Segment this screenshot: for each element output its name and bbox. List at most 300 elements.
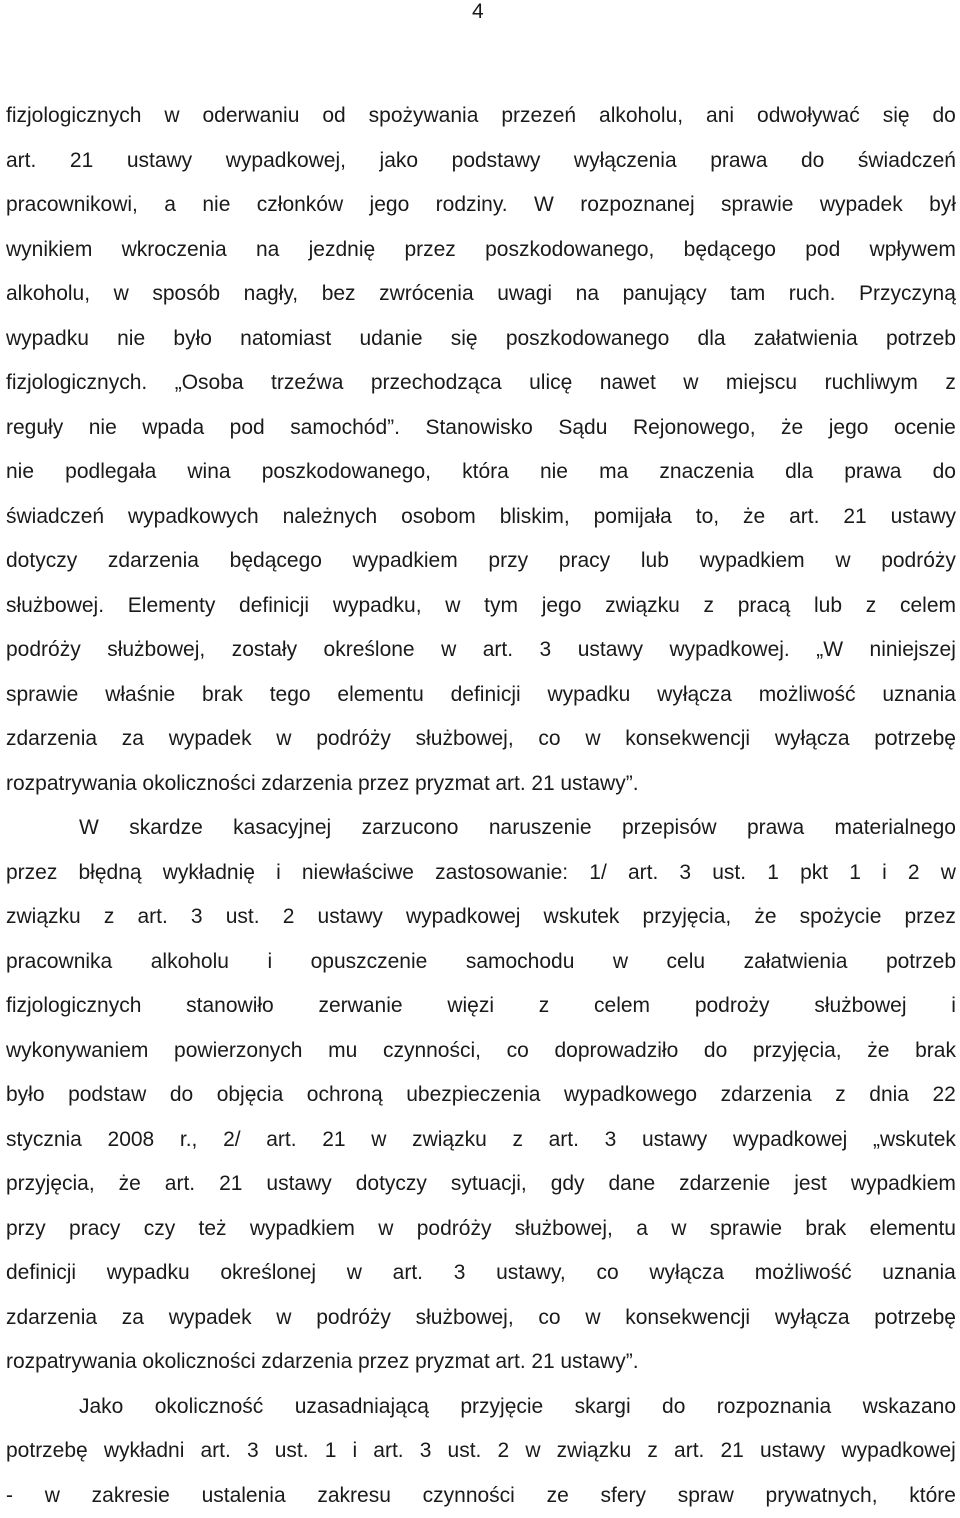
word: 21 bbox=[70, 139, 93, 184]
word: służbowej, bbox=[416, 717, 514, 762]
word: art. bbox=[495, 1340, 525, 1385]
word: podróży bbox=[316, 1296, 391, 1341]
word: 2 bbox=[283, 895, 295, 940]
word: ze bbox=[547, 1474, 569, 1518]
word: potrzebę bbox=[874, 717, 956, 762]
word: też bbox=[199, 1207, 227, 1252]
word: prawa bbox=[710, 139, 767, 184]
word: objęcia bbox=[217, 1073, 284, 1118]
word: przez bbox=[6, 851, 57, 896]
word: rozpatrywania bbox=[6, 1340, 137, 1385]
word: związku bbox=[6, 895, 81, 940]
word: w bbox=[114, 272, 129, 317]
word: związku bbox=[557, 1429, 632, 1474]
word: zerwanie bbox=[319, 984, 403, 1029]
word: 3 bbox=[679, 851, 691, 896]
word: wykładni bbox=[104, 1429, 185, 1474]
word: określonej bbox=[220, 1251, 316, 1296]
word: pracownika bbox=[6, 940, 112, 985]
word: podróży bbox=[6, 628, 81, 673]
word: ustalenia bbox=[202, 1474, 286, 1518]
word: 1 bbox=[325, 1429, 337, 1474]
word: będącego bbox=[684, 228, 776, 273]
word: 22 bbox=[933, 1073, 956, 1118]
word: za bbox=[122, 1296, 144, 1341]
word: rozpoznanej bbox=[580, 183, 694, 228]
word: ubezpieczenia bbox=[406, 1073, 540, 1118]
word: 1 bbox=[849, 851, 861, 896]
text-line bbox=[6, 717, 956, 762]
word: wyłącza bbox=[775, 717, 850, 762]
word: zdarzenie bbox=[679, 1162, 770, 1207]
word: fizjologicznych bbox=[6, 984, 141, 1029]
text-line bbox=[6, 450, 956, 495]
word: celem bbox=[900, 584, 956, 629]
word: możliwość bbox=[759, 673, 856, 718]
word: pod bbox=[805, 228, 840, 273]
word: pryzmat bbox=[415, 1340, 490, 1385]
word: w bbox=[164, 94, 179, 139]
word: wypadkowej bbox=[733, 1118, 847, 1163]
word: 3 bbox=[605, 1118, 617, 1163]
word: czynności, bbox=[383, 1029, 481, 1074]
word: wyłącza bbox=[657, 673, 732, 718]
word: wypadku bbox=[107, 1251, 190, 1296]
word: że bbox=[781, 406, 803, 451]
word: służbowej, bbox=[416, 1296, 514, 1341]
word: jego bbox=[542, 584, 582, 629]
word: więzi bbox=[447, 984, 494, 1029]
word: Sądu bbox=[558, 406, 607, 451]
word: w bbox=[835, 539, 850, 584]
word: przez bbox=[404, 228, 455, 273]
word: służbowej bbox=[814, 984, 906, 1029]
word: wypadkowego bbox=[564, 1073, 697, 1118]
word: i bbox=[267, 940, 272, 985]
word: możliwość bbox=[755, 1251, 852, 1296]
word: wypadkowych bbox=[128, 495, 259, 540]
word: zostały bbox=[232, 628, 297, 673]
word: 3 bbox=[247, 1429, 259, 1474]
word: wypadkowej. bbox=[670, 628, 790, 673]
word: uznania bbox=[882, 673, 956, 718]
word: lub bbox=[641, 539, 669, 584]
word: ocenie bbox=[894, 406, 956, 451]
word: powierzonych bbox=[174, 1029, 302, 1074]
word: do bbox=[933, 450, 956, 495]
word: ma bbox=[599, 450, 628, 495]
word: opuszczenie bbox=[311, 940, 428, 985]
word: i bbox=[882, 851, 887, 896]
word: z bbox=[704, 584, 715, 629]
word: będącego bbox=[230, 539, 322, 584]
word: dla bbox=[785, 450, 813, 495]
text-line bbox=[6, 584, 956, 629]
word: wypadkiem bbox=[700, 539, 805, 584]
text-line bbox=[6, 628, 956, 673]
word: rodziny. bbox=[436, 183, 508, 228]
word: gdy bbox=[551, 1162, 585, 1207]
text-line bbox=[6, 895, 956, 940]
word: z bbox=[104, 895, 115, 940]
word: bliskim, bbox=[500, 495, 570, 540]
word: potrzebę bbox=[874, 1296, 956, 1341]
text-line bbox=[6, 539, 956, 584]
text-line bbox=[6, 673, 956, 718]
word: co bbox=[538, 717, 560, 762]
word: że bbox=[754, 895, 776, 940]
word: uzasadniającą bbox=[295, 1385, 429, 1430]
word: Przyczyną bbox=[859, 272, 956, 317]
word: wpada bbox=[142, 406, 204, 451]
word: załatwienia bbox=[754, 317, 858, 362]
word: pracy bbox=[69, 1207, 120, 1252]
word: dotyczy bbox=[6, 539, 77, 584]
word: rozpatrywania bbox=[6, 762, 137, 807]
word: i bbox=[353, 1429, 358, 1474]
word: sprawie bbox=[6, 673, 78, 718]
word: ruch. bbox=[789, 272, 836, 317]
word: niewłaściwe bbox=[302, 851, 414, 896]
word: 21 bbox=[531, 1340, 554, 1385]
word: 2 bbox=[498, 1429, 510, 1474]
word: wypadkiem bbox=[250, 1207, 355, 1252]
word: związku bbox=[605, 584, 680, 629]
word: ust. bbox=[226, 895, 260, 940]
text-line bbox=[6, 272, 956, 317]
word: ustawy bbox=[318, 895, 383, 940]
text-line bbox=[6, 1029, 956, 1074]
word: nie bbox=[117, 317, 145, 362]
word: co bbox=[596, 1251, 618, 1296]
word: jako bbox=[380, 139, 419, 184]
word: przepisów bbox=[622, 806, 717, 851]
word: W bbox=[79, 806, 99, 851]
word: podróży bbox=[417, 1207, 492, 1252]
word: sposób bbox=[152, 272, 220, 317]
word: wypadkiem bbox=[353, 539, 458, 584]
word: poszkodowanego bbox=[506, 317, 669, 362]
word: 2 bbox=[908, 851, 920, 896]
text-line bbox=[6, 1162, 956, 1207]
word: rozpoznania bbox=[717, 1385, 831, 1430]
text-line bbox=[6, 1296, 956, 1341]
word: nie bbox=[540, 450, 568, 495]
word: dnia bbox=[869, 1073, 909, 1118]
word: z bbox=[647, 1429, 658, 1474]
word: brak bbox=[202, 673, 243, 718]
word: „W bbox=[816, 628, 843, 673]
word: spraw bbox=[678, 1474, 734, 1518]
word: poszkodowanego, bbox=[485, 228, 654, 273]
word: ustawy bbox=[266, 1162, 331, 1207]
word: sprawie bbox=[710, 1207, 782, 1252]
word: w bbox=[45, 1474, 60, 1518]
word: samochód”. bbox=[290, 406, 400, 451]
word: „wskutek bbox=[873, 1118, 956, 1163]
word: wypadek bbox=[169, 717, 252, 762]
word: w bbox=[445, 584, 460, 629]
word: celem bbox=[594, 984, 650, 1029]
word: co bbox=[538, 1296, 560, 1341]
word: był bbox=[929, 183, 956, 228]
word: stanowiło bbox=[186, 984, 274, 1029]
word: art. bbox=[373, 1429, 403, 1474]
word: lub bbox=[814, 584, 842, 629]
word: niniejszej bbox=[870, 628, 956, 673]
word: spożywania bbox=[369, 94, 479, 139]
word: 1 bbox=[767, 851, 779, 896]
word: się bbox=[883, 94, 910, 139]
word: pryzmat bbox=[415, 762, 490, 807]
word: 2008 bbox=[108, 1118, 155, 1163]
word: i bbox=[276, 851, 281, 896]
word: pracą bbox=[738, 584, 791, 629]
word: związku bbox=[412, 1118, 487, 1163]
word: udanie bbox=[359, 317, 422, 362]
word: alkoholu bbox=[151, 940, 229, 985]
word: przyjęcia, bbox=[643, 895, 732, 940]
word: w bbox=[525, 1429, 540, 1474]
word: przy bbox=[6, 1207, 46, 1252]
word: naruszenie bbox=[489, 806, 592, 851]
word: w bbox=[585, 717, 600, 762]
word: świadczeń bbox=[858, 139, 956, 184]
word: ustawy bbox=[891, 495, 956, 540]
word: art. bbox=[495, 762, 525, 807]
word: do bbox=[662, 1385, 685, 1430]
word: do bbox=[801, 139, 824, 184]
text-line bbox=[6, 940, 956, 985]
word: ust. bbox=[275, 1429, 309, 1474]
text-line bbox=[6, 228, 956, 273]
word: reguły bbox=[6, 406, 63, 451]
word: wyłącza bbox=[775, 1296, 850, 1341]
word: wynikiem bbox=[6, 228, 92, 273]
word: wypadkowej, bbox=[226, 139, 346, 184]
word: fizjologicznych bbox=[6, 94, 141, 139]
word: brak bbox=[915, 1029, 956, 1074]
word: potrzeb bbox=[886, 317, 956, 362]
word: art. bbox=[628, 851, 658, 896]
text-line bbox=[6, 406, 956, 451]
word: w bbox=[441, 628, 456, 673]
word: na bbox=[576, 272, 599, 317]
word: jest bbox=[794, 1162, 827, 1207]
word: 3 bbox=[540, 628, 552, 673]
word: z bbox=[539, 984, 550, 1029]
word: okoliczności bbox=[142, 762, 255, 807]
word: Rejonowego, bbox=[633, 406, 756, 451]
word: wypadku bbox=[6, 317, 89, 362]
page-number: 4 bbox=[472, 0, 484, 24]
word: - bbox=[6, 1474, 13, 1518]
word: Jako bbox=[79, 1385, 123, 1430]
word: ustawy bbox=[127, 139, 192, 184]
word: nagły, bbox=[244, 272, 298, 317]
word: zdarzenia bbox=[108, 539, 199, 584]
word: kasacyjnej bbox=[233, 806, 331, 851]
word: skardze bbox=[129, 806, 203, 851]
text-line bbox=[6, 1385, 956, 1430]
word: służbowej. bbox=[6, 584, 104, 629]
word: natomiast bbox=[240, 317, 331, 362]
word: Elementy bbox=[128, 584, 216, 629]
word: materialnego bbox=[835, 806, 956, 851]
document-body bbox=[6, 94, 956, 1518]
word: skargi bbox=[575, 1385, 631, 1430]
word: z bbox=[866, 584, 877, 629]
word: samochodu bbox=[466, 940, 575, 985]
text-line bbox=[6, 851, 956, 896]
word: która bbox=[462, 450, 509, 495]
word: oderwaniu bbox=[202, 94, 299, 139]
text-line bbox=[6, 1207, 956, 1252]
word: pracownikowi, bbox=[6, 183, 138, 228]
word: a bbox=[164, 183, 176, 228]
word: 21 bbox=[720, 1429, 743, 1474]
word: brak bbox=[805, 1207, 846, 1252]
word: zdarzenia bbox=[261, 762, 352, 807]
word: to, bbox=[696, 495, 719, 540]
word: było bbox=[6, 1073, 45, 1118]
word: podroży bbox=[695, 984, 770, 1029]
word: przyjęcia, bbox=[753, 1029, 842, 1074]
word: doprowadziło bbox=[555, 1029, 679, 1074]
word: ustawy”. bbox=[560, 762, 638, 807]
word: wypadek bbox=[820, 183, 903, 228]
word: ochroną bbox=[307, 1073, 383, 1118]
word: miejscu bbox=[726, 361, 797, 406]
word: celu bbox=[667, 940, 706, 985]
word: do bbox=[170, 1073, 193, 1118]
text-line bbox=[6, 1340, 956, 1385]
word: zakresu bbox=[317, 1474, 391, 1518]
word: przez bbox=[358, 762, 409, 807]
word: za bbox=[122, 717, 144, 762]
text-line bbox=[6, 1429, 956, 1474]
word: ani bbox=[706, 94, 734, 139]
word: tego bbox=[270, 673, 311, 718]
word: ustawy, bbox=[496, 1251, 566, 1296]
word: wskutek bbox=[544, 895, 620, 940]
word: sfery bbox=[601, 1474, 647, 1518]
word: podstaw bbox=[68, 1073, 146, 1118]
word: jego bbox=[370, 183, 410, 228]
word: w bbox=[683, 361, 698, 406]
word: w bbox=[585, 1296, 600, 1341]
word: mu bbox=[328, 1029, 357, 1074]
word: wpływem bbox=[870, 228, 956, 273]
word: zdarzenia bbox=[261, 1340, 352, 1385]
word: „Osoba bbox=[175, 361, 244, 406]
word: przyjęcia, bbox=[6, 1162, 95, 1207]
text-line bbox=[6, 1073, 956, 1118]
word: 3 bbox=[191, 895, 203, 940]
word: okoliczność bbox=[155, 1385, 264, 1430]
word: służbowej, bbox=[515, 1207, 613, 1252]
word: osobom bbox=[401, 495, 476, 540]
word: pkt bbox=[800, 851, 828, 896]
text-line bbox=[6, 1118, 956, 1163]
word: prywatnych, bbox=[766, 1474, 878, 1518]
word: przechodząca bbox=[371, 361, 502, 406]
word: odwoływać bbox=[757, 94, 860, 139]
text-line bbox=[6, 183, 956, 228]
word: z bbox=[945, 361, 956, 406]
word: podróży bbox=[881, 539, 956, 584]
word: bez bbox=[322, 272, 356, 317]
word: tym bbox=[484, 584, 518, 629]
text-line bbox=[6, 94, 956, 139]
word: członków bbox=[257, 183, 343, 228]
word: tam bbox=[730, 272, 765, 317]
word: przez bbox=[358, 1340, 409, 1385]
word: a bbox=[636, 1207, 648, 1252]
word: jego bbox=[829, 406, 869, 451]
word: zdarzenia bbox=[721, 1073, 812, 1118]
word: podróży bbox=[316, 717, 391, 762]
word: z bbox=[512, 1118, 523, 1163]
word: ustawy bbox=[760, 1429, 825, 1474]
word: świadczeń bbox=[6, 495, 104, 540]
word: dla bbox=[698, 317, 726, 362]
word: wypadku, bbox=[333, 584, 422, 629]
word: dane bbox=[609, 1162, 656, 1207]
word: że bbox=[119, 1162, 141, 1207]
word: art. bbox=[266, 1118, 296, 1163]
word: elementu bbox=[870, 1207, 956, 1252]
word: ustawy bbox=[578, 628, 643, 673]
word: załatwienia bbox=[744, 940, 848, 985]
word: zdarzenia bbox=[6, 1296, 97, 1341]
text-line bbox=[6, 1474, 956, 1518]
word: wypadek bbox=[169, 1296, 252, 1341]
word: potrzebę bbox=[6, 1429, 88, 1474]
word: art. bbox=[549, 1118, 579, 1163]
text-line bbox=[6, 806, 956, 851]
word: z bbox=[835, 1073, 846, 1118]
word: wkroczenia bbox=[122, 228, 227, 273]
word: art. bbox=[201, 1429, 231, 1474]
word: wyłącza bbox=[649, 1251, 724, 1296]
word: pomijała bbox=[594, 495, 672, 540]
word: art. bbox=[789, 495, 819, 540]
word: W bbox=[534, 183, 554, 228]
word: w bbox=[378, 1207, 393, 1252]
word: było bbox=[173, 317, 212, 362]
word: definicji bbox=[451, 673, 521, 718]
word: art. bbox=[674, 1429, 704, 1474]
word: konsekwencji bbox=[625, 1296, 750, 1341]
word: zakresie bbox=[92, 1474, 170, 1518]
text-line bbox=[6, 361, 956, 406]
word: art. bbox=[6, 139, 36, 184]
word: uwagi bbox=[497, 272, 552, 317]
word: sprawie bbox=[721, 183, 793, 228]
word: 21 bbox=[843, 495, 866, 540]
word: elementu bbox=[337, 673, 423, 718]
word: panujący bbox=[623, 272, 707, 317]
word: co bbox=[507, 1029, 529, 1074]
word: alkoholu, bbox=[6, 272, 90, 317]
word: i bbox=[951, 984, 956, 1029]
word: okoliczności bbox=[142, 1340, 255, 1385]
word: jezdnię bbox=[309, 228, 376, 273]
word: wypadkowej bbox=[841, 1429, 955, 1474]
word: wypadkowej bbox=[406, 895, 520, 940]
word: znaczenia bbox=[659, 450, 754, 495]
